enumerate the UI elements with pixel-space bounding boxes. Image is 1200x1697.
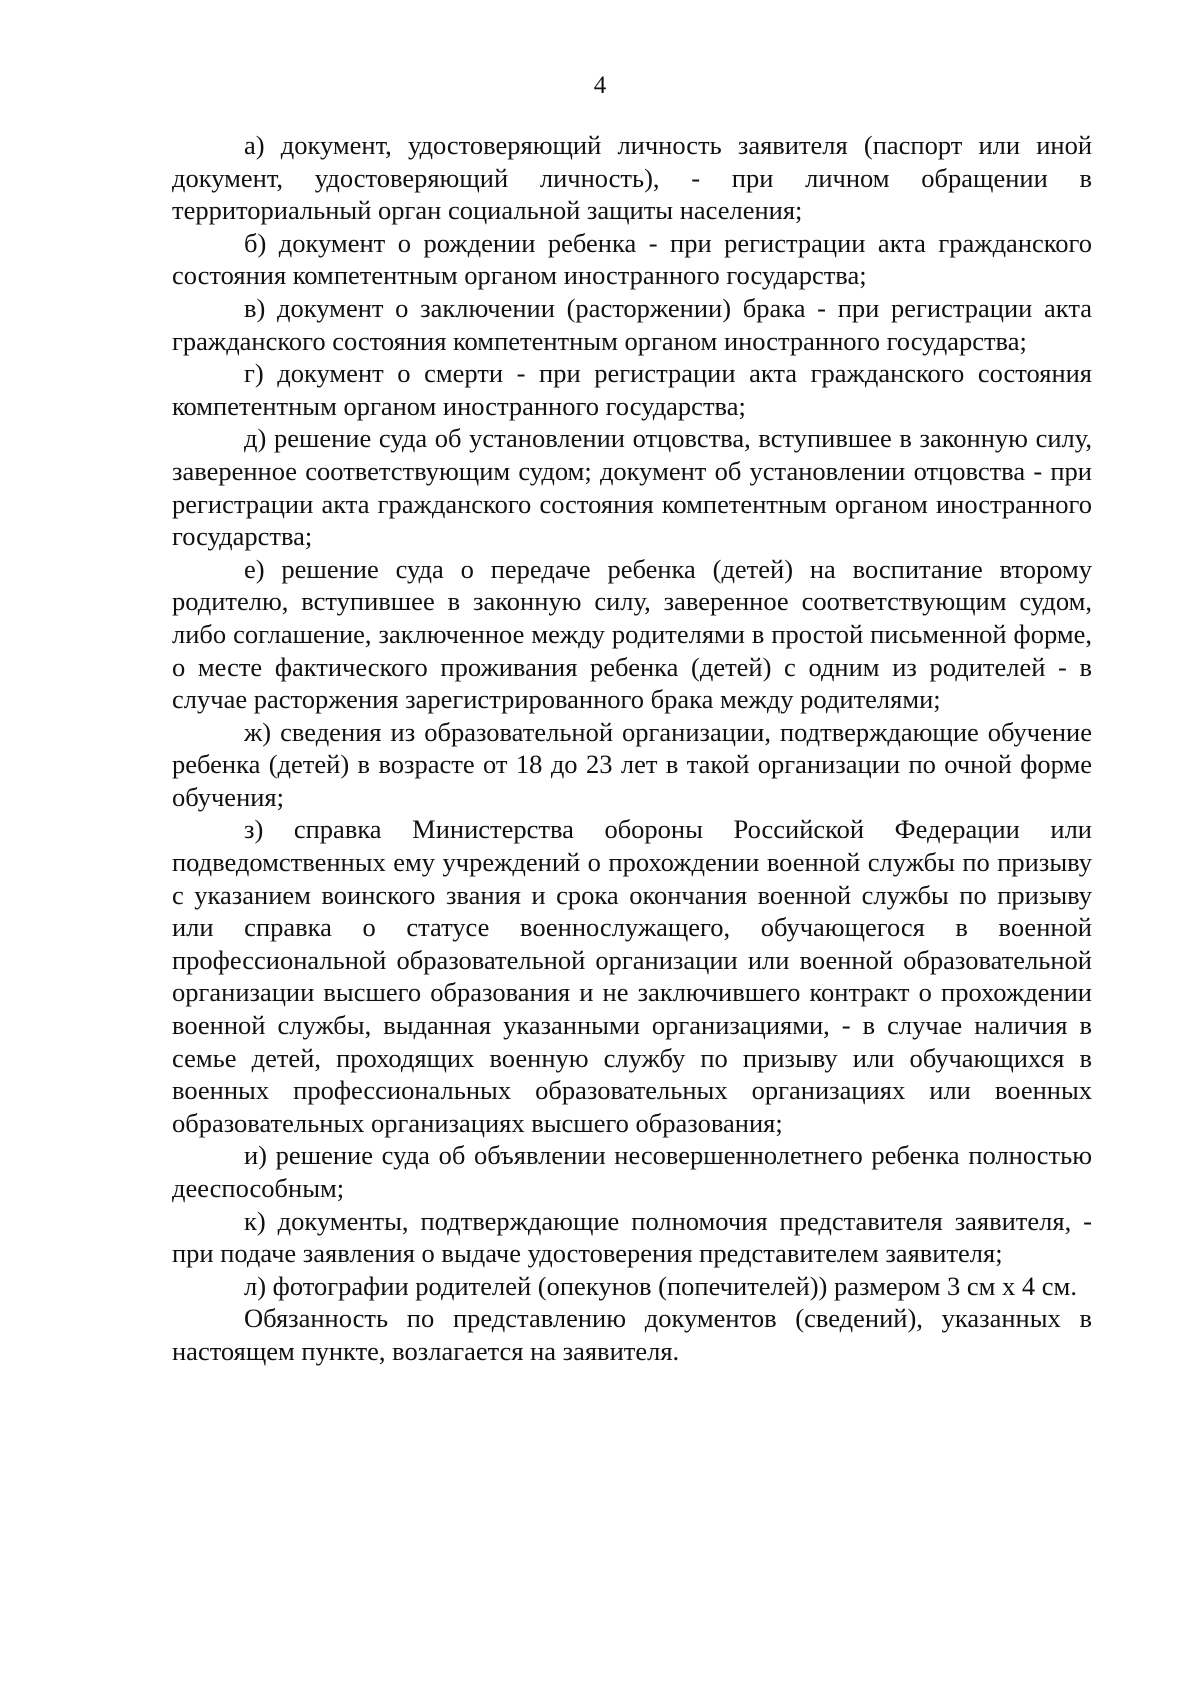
page-number: 4 (593, 72, 607, 99)
paragraph-item-zh: ж) сведения из образовательной организации, подтверждающие обучение ребенка (детей) в возрасте от 18 до 23 лет в такой организации по очной форме обучения; (172, 716, 1092, 812)
paragraph-item-b: б) документ о рождении ребенка - при регистрации акта гражданского состояния компетентным органом иностранного государства; (172, 227, 1092, 291)
paragraph-item-e: е) решение суда о передаче ребенка (детей) на воспитание второму родителю, вступившее в законную силу, заверенное соответствующим судом, либо соглашение, заключенное между родителями в простой письменной форме, о месте фактического проживания ребенка (детей) с одним из родителей - в случае расторжения зарегистрированного брака между родителями; (172, 553, 1092, 715)
paragraph-item-g: г) документ о смерти - при регистрации акта гражданского состояния компетентным органом иностранного государства; (172, 358, 1092, 421)
paragraph-item-d: д) решение суда об установлении отцовства, вступившее в законную силу, заверенное соответствующим судом; документ об установлении отцовства - при регистрации акта гражданского состояния компетентным органом иностранного государства; (172, 423, 1092, 552)
paragraph-item-i: и) решение суда об объявлении несовершеннолетнего ребенка полностью дееспособным; (172, 1140, 1092, 1203)
paragraph-item-v: в) документ о заключении (расторжении) брака - при регистрации акта гражданского состояния компетентным органом иностранного государства; (172, 292, 1092, 356)
paragraph-closing: Обязанность по представлению документов (сведений), указанных в настоящем пункте, возлагается на заявителя. (172, 1303, 1092, 1366)
paragraph-item-a: а) документ, удостоверяющий личность заявителя (паспорт или иной документ, удостоверяющий личность), - при личном обращении в территориальный орган социальной защиты населения; (172, 130, 1092, 226)
paragraph-item-k: к) документы, подтверждающие полномочия представителя заявителя, - при подаче заявления о выдаче удостоверения представителем заявителя; (172, 1205, 1092, 1269)
paragraph-item-z: з) справка Министерства обороны Российской Федерации или подведомственных ему учреждений о прохождении военной службы по призыву с указанием воинского звания и срока окончания военной службы по призыву или справка о статусе военнослужащего, обучающегося в военной профессиональной образовательной организации или военной образовательной организации высшего образования и не заключившего контракт о прохождении военной службы, выданная указанными организациями, - в случае наличия в семье детей, проходящих военную службу по призыву или обучающихся в военных профессиональных образовательных организациях или военных образовательных организациях высшего образования; (172, 814, 1092, 1138)
document-body (172, 129, 1092, 1368)
paragraph-item-l: л) фотографии родителей (опекунов (попечителей)) размером 3 см x 4 см. (244, 1270, 1077, 1301)
